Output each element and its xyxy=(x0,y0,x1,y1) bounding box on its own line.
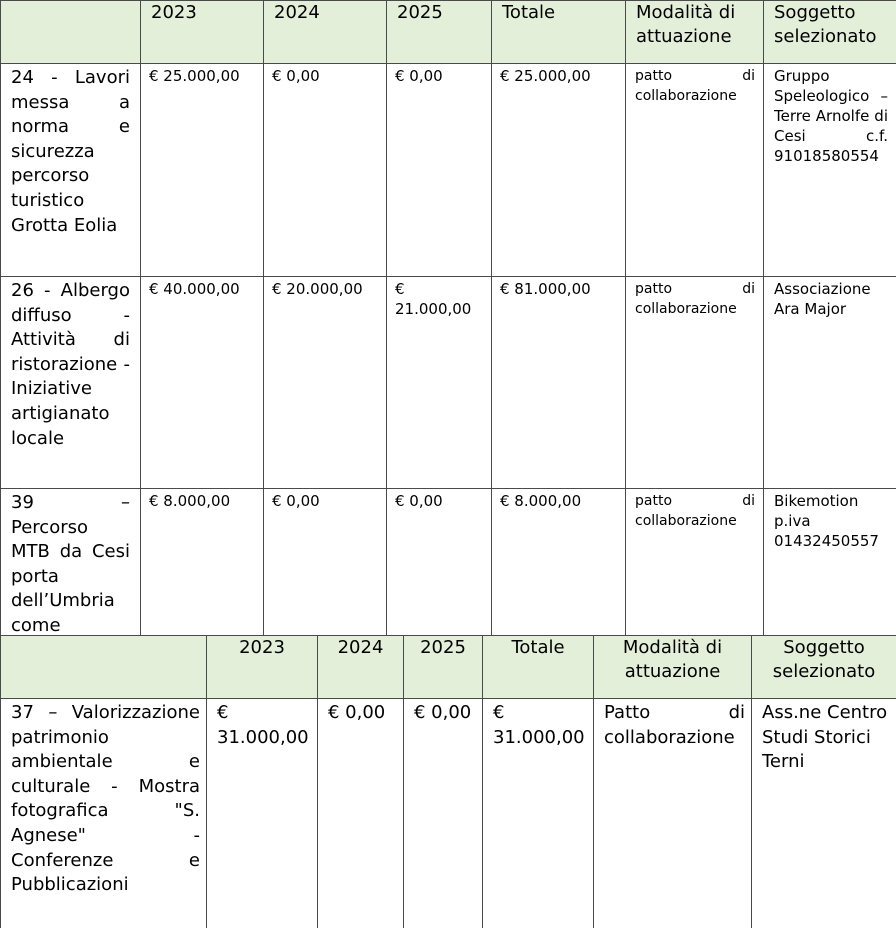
soggetto-cell: Ass.ne Centro Studi Storici Terni xyxy=(752,699,896,928)
table-row xyxy=(1,64,896,277)
project-cell: 24 - Lavori messa a norma e sicurezza percorso turistico Grotta Eolia xyxy=(1,64,141,277)
amount-2025-cell: € 0,00 xyxy=(404,699,483,928)
modalita-cell: patto di collaborazione xyxy=(626,277,764,489)
header-2024: 2024 xyxy=(318,636,404,699)
header-modalita: Modalità di attuazione xyxy=(626,1,764,64)
header-totale: Totale xyxy=(492,1,626,64)
project-cell: 26 - Albergo diffuso - Attività di ristorazione - Iniziative artigianato locale xyxy=(1,277,141,489)
amount-2025-cell: € 0,00 xyxy=(387,489,492,639)
header-soggetto: Soggetto selezionato xyxy=(752,636,896,699)
amount-2024-cell: € 0,00 xyxy=(318,699,404,928)
amount-2024-cell: € 0,00 xyxy=(264,64,387,277)
header-row xyxy=(1,1,896,64)
amount-2024-cell: € 20.000,00 xyxy=(264,277,387,489)
funding-table-2 xyxy=(0,635,896,928)
header-soggetto: Soggetto selezionato xyxy=(764,1,896,64)
header-2023: 2023 xyxy=(141,1,264,64)
header-2024: 2024 xyxy=(264,1,387,64)
total-cell: € 81.000,00 xyxy=(492,277,626,489)
table-row xyxy=(1,277,896,489)
table-row xyxy=(1,489,896,639)
project-cell: 39 – Percorso MTB da Cesi porta dell’Umbria come xyxy=(1,489,141,639)
amount-2023-cell: € 40.000,00 xyxy=(141,277,264,489)
table-row xyxy=(1,699,896,928)
amount-2024-cell: € 0,00 xyxy=(264,489,387,639)
amount-2025-cell: € 21.000,00 xyxy=(387,277,492,489)
header-2025: 2025 xyxy=(404,636,483,699)
amount-2025-cell: € 0,00 xyxy=(387,64,492,277)
header-totale: Totale xyxy=(483,636,594,699)
total-cell: € 31.000,00 xyxy=(483,699,594,928)
amount-2023-cell: € 31.000,00 xyxy=(207,699,318,928)
modalita-cell: patto di collaborazione xyxy=(626,64,764,277)
header-project xyxy=(1,636,207,699)
project-cell: 37 – Valorizzazione patrimonio ambientale e culturale - Mostra fotografica "S. Agnese" - Conferenze e Pubblicazioni xyxy=(1,699,207,928)
total-cell: € 25.000,00 xyxy=(492,64,626,277)
modalita-cell: Patto di collaborazione xyxy=(594,699,752,928)
soggetto-cell: Associazione Ara Major xyxy=(764,277,896,489)
amount-2023-cell: € 8.000,00 xyxy=(141,489,264,639)
header-2025: 2025 xyxy=(387,1,492,64)
soggetto-cell: Gruppo Speleologico – Terre Arnolfe di Cesi c.f. 91018580554 xyxy=(764,64,896,277)
header-row xyxy=(1,636,896,699)
modalita-cell: patto di collaborazione xyxy=(626,489,764,639)
total-cell: € 8.000,00 xyxy=(492,489,626,639)
soggetto-cell: Bikemotion p.iva 01432450557 xyxy=(764,489,896,639)
header-modalita: Modalità di attuazione xyxy=(594,636,752,699)
header-project xyxy=(1,1,141,64)
amount-2023-cell: € 25.000,00 xyxy=(141,64,264,277)
header-2023: 2023 xyxy=(207,636,318,699)
